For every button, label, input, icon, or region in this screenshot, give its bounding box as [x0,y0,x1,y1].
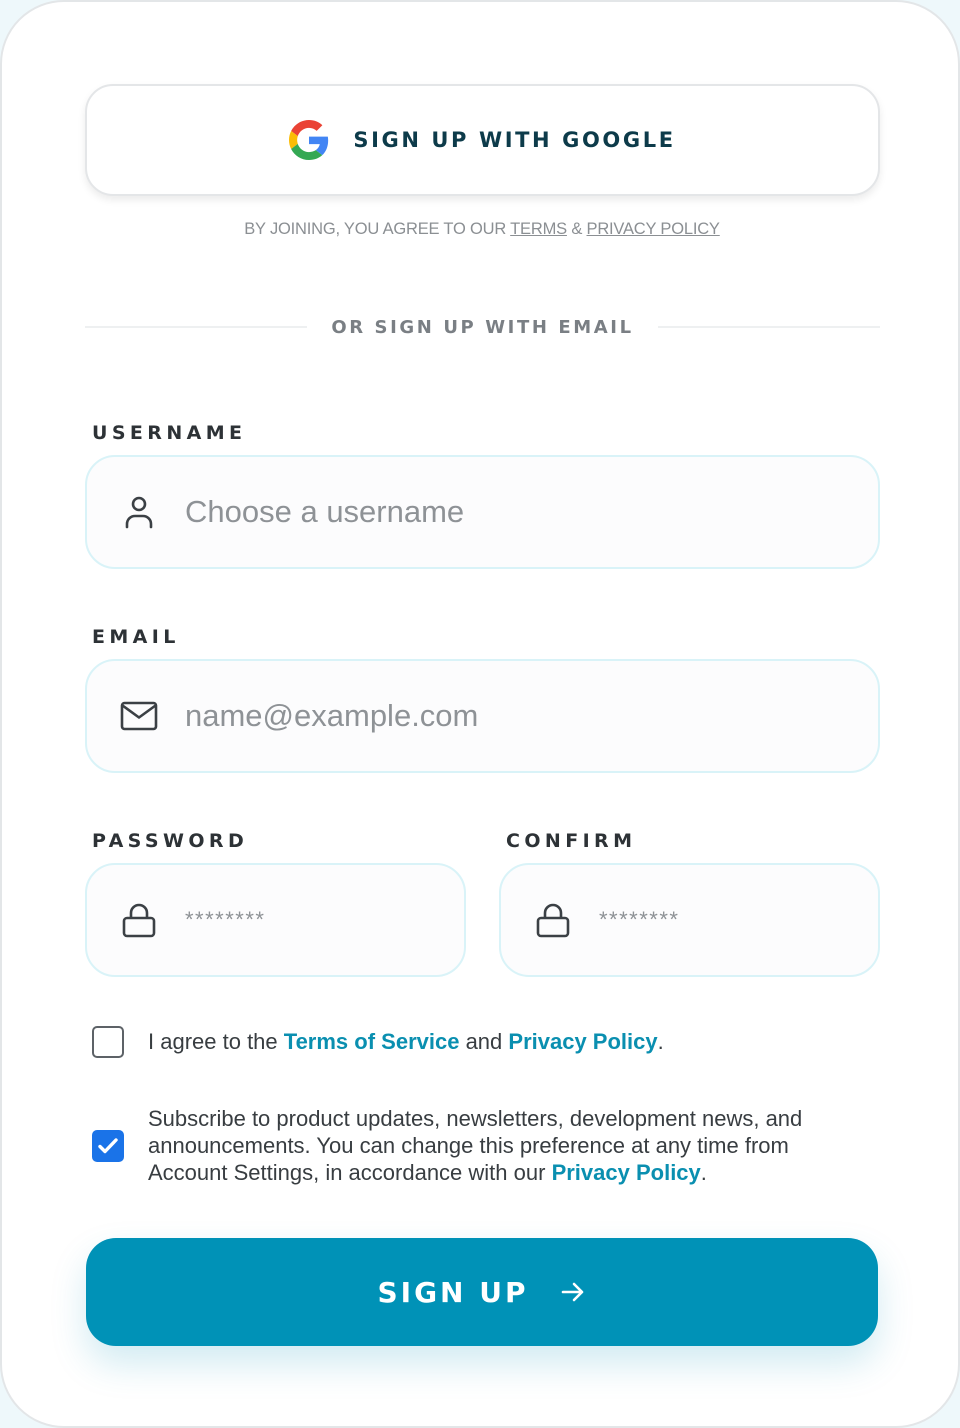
terms-link[interactable]: TERMS [510,220,567,238]
divider-line-left [85,326,307,328]
subscribe-body: Subscribe to product updates, newsletters, development news, and announcements. You can change this preference at any time from Account Settings, in accordance with our [148,1106,803,1185]
agree-prefix: I agree to the [148,1029,284,1054]
google-g-icon [289,120,329,160]
lock-icon [119,900,159,940]
privacy-policy-link[interactable]: PRIVACY POLICY [586,220,720,238]
mail-icon [119,696,159,736]
legal-prefix: BY JOINING, YOU AGREE TO OUR [244,220,511,238]
terms-of-service-link[interactable]: Terms of Service [283,1029,460,1054]
google-signup-label: SIGN UP WITH GOOGLE [353,128,676,152]
email-label: EMAIL [92,626,180,648]
lock-icon [533,900,573,940]
username-field[interactable] [85,455,880,569]
subscribe-suffix: . [700,1160,707,1185]
subscribe-checkbox[interactable] [92,1130,124,1162]
confirm-label: CONFIRM [506,830,637,852]
agree-terms-text [148,1028,664,1055]
divider-line-right [658,326,880,328]
confirm-password-input[interactable] [599,890,887,950]
agree-terms-row [92,1026,664,1058]
agree-privacy-policy-link[interactable]: Privacy Policy [508,1029,658,1054]
subscribe-row [92,1105,848,1186]
legal-ampersand: & [566,220,587,238]
user-icon [119,492,159,532]
subscribe-privacy-policy-link[interactable]: Privacy Policy [551,1160,701,1185]
username-input[interactable] [185,482,878,542]
or-divider [85,312,880,342]
email-field[interactable] [85,659,880,773]
legal-notice [2,220,960,239]
sign-up-button[interactable] [86,1238,878,1346]
checkmark-icon [96,1134,120,1158]
agree-terms-checkbox[interactable] [92,1026,124,1058]
confirm-password-field[interactable] [499,863,880,977]
agree-middle: and [459,1029,509,1054]
subscribe-text [148,1105,848,1186]
divider-text: OR SIGN UP WITH EMAIL [331,316,634,338]
arrow-right-icon [559,1278,587,1306]
password-field[interactable] [85,863,466,977]
email-input[interactable] [185,686,878,746]
password-label: PASSWORD [92,830,249,852]
agree-suffix: . [657,1029,664,1054]
sign-up-label: SIGN UP [377,1275,529,1309]
password-input[interactable] [185,890,473,950]
google-signup-button[interactable] [85,84,880,196]
username-label: USERNAME [92,422,247,444]
